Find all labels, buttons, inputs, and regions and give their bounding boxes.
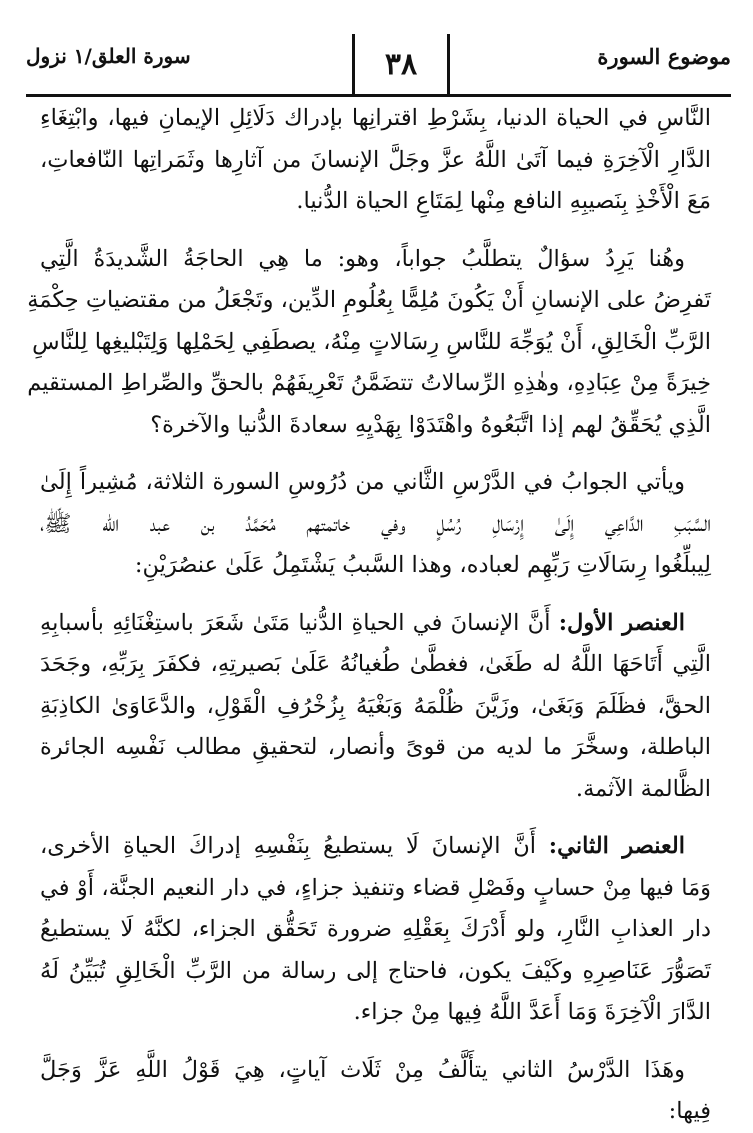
text-line: الظَّالمة الآثمة. <box>575 775 711 802</box>
text-segment: أَنَّ الإنسانَ في الحياةِ الدُّنيا مَتَىٰ شَعَرَ باستِغْنَائِهِ بأسبابِهِ <box>40 609 559 636</box>
text-line: الرَّبِّ الْخَالِقِ، أَنْ يُوَجِّهَ للنَّاسِ رِسَالاتٍ مِنْهُ، يصطَفِي لِحَمْلِها وَلِتَبْليغِها لِلنَّاسِ <box>32 328 711 355</box>
text-line: وهَذَا الدَّرْسُ الثاني يتأَلَّفُ مِنْ ثَلَاث آياتٍ، هِيَ قَوْلُ اللَّهِ عَزَّ وَجَلَّ <box>40 1056 685 1083</box>
text-line: الدَّارَ الْآخِرَةَ وَمَا أَعَدَّ اللَّهُ فِيها مِنْ جزاء. <box>353 999 711 1025</box>
text-line: تَفرِضُ على الإنسانِ أَنْ يَكُونَ مُلِمًّا بِعُلُومِ الدِّين، وتَجْعَلُ من مقتضياتِ حِكْمَةِ <box>27 287 711 313</box>
text-segment: أَنَّ الإنسانَ لَا يستطيعُ بِنَفْسِهِ إدراكَ الحياةِ الأخرى، <box>40 833 549 859</box>
text-line: الحقَّ، فظَلَمَ وَبَغَىٰ، وزَيَّنَ ظُلْمَهُ وَبَغْيَهُ بِزُخْرُفِ الْقَوْلِ، والدَّعَاوَىٰ الكاذِبَةِ <box>40 692 711 719</box>
paragraph-element-two <box>40 826 711 1034</box>
text-line: وهُنا يَرِدُ سؤالٌ يتطلَّبُ جواباً، وهو: ما هِي الحاجَةُ الشَّديدَةُ الَّتِي <box>40 245 685 272</box>
text-line: تَصَوُّرَ عَنَاصِرِهِ وكَيْفَ يكون، فاحتاج إلى رسالة من الرَّبِّ الْخَالِقِ تُبَيِّنُ لَهُ <box>40 957 711 984</box>
text-line: السَّبَبِ الدَّاعِي إِلَىٰ إِرْسَالِ رُسُلٍ وفي خاتمتهم مُحَمَّدُ بن عبد الله ﷺ، <box>40 510 711 537</box>
surah-label: سورة العلق/١ نزول <box>26 44 191 68</box>
text-line: وَمَا فيها مِنْ حسابٍ وفَصْلِ قضاء وتنفيذ جزاءٍ، في دار النعيم الجنَّة، أَوْ في <box>40 874 711 901</box>
paragraph <box>40 98 711 223</box>
paragraph <box>27 239 711 447</box>
element-two-term: العنصر الثاني: <box>548 833 686 859</box>
page-number: ٣٨ <box>352 34 450 94</box>
text-line: فِيها: <box>668 1098 711 1124</box>
text-line: خِيرَةً مِنْ عِبَادِهِ، وهٰذِهِ الرِّسالاتُ تتضَمَّنُ تَعْرِيفَهُمْ بالحقِّ والصِّراطِ المستقيم <box>27 370 711 396</box>
text-line: مَعَ الْأَخْذِ بِنَصيبِهِ النافع مِنْها لِمَتَاعِ الحياة الدُّنيا. <box>296 188 711 214</box>
paragraph-element-one <box>40 603 711 811</box>
page-body <box>27 98 711 1133</box>
text-line: الباطلة، وسخَّرَ ما لديه من قوىً وأنصار، لتحقيقِ مطالب نَفْسِه الجائرة <box>40 734 711 760</box>
text-line: الَّذِي يُحَقِّقُ لهم إذا اتَّبَعُوهُ واهْتَدَوْا بِهَدْيِهِ سعادةَ الدُّنيا والآخرة؟ <box>150 411 711 438</box>
paragraph <box>40 1050 711 1133</box>
text-line: لِيبلِّغُوا رِسَالَاتِ رَبِّهِم لعباده، وهذا السَّببُ يَشْتَمِلُ عَلَىٰ عنصُرَيْنِ: <box>134 552 711 578</box>
element-one-term: العنصر الأول: <box>558 609 685 636</box>
paragraph <box>40 462 711 587</box>
text-line: ويأتي الجوابُ في الدَّرْسِ الثَّاني من دُرُوسِ السورة الثلاثة، مُشِيراً إِلَىٰ <box>40 469 685 495</box>
text-line: الَّتِي أَتَاحَهَا اللَّهُ له طَغَىٰ، فغطَّىٰ طُغيانُهُ عَلَىٰ بَصيرتِهِ، فكفَرَ بِرَبِّهِ، وجَحَدَ <box>40 651 711 677</box>
text-line <box>40 826 711 868</box>
text-line <box>40 603 711 645</box>
text-line: النَّاسِ في الحياة الدنيا، بِشَرْطِ اقترانِها بإدراك دَلَائِلِ الإيمانِ فيها، وابْتِغَاءِ <box>40 105 711 131</box>
section-title: موضوع السورة <box>597 44 731 69</box>
page-header <box>26 34 731 97</box>
text-line: الدَّارِ الْآخِرَةِ فيما آتَىٰ اللَّهُ عزَّ وجَلَّ الإنسانَ من آثارِها وثَمَراتِها النّافعاتِ، <box>40 146 711 173</box>
text-line: دار العذابِ النَّارِ، ولو أَدْرَكَ بِعَقْلِهِ ضرورة تَحَقُّق الجزاء، لكنَّهُ لَا يستطيعُ <box>40 916 711 942</box>
